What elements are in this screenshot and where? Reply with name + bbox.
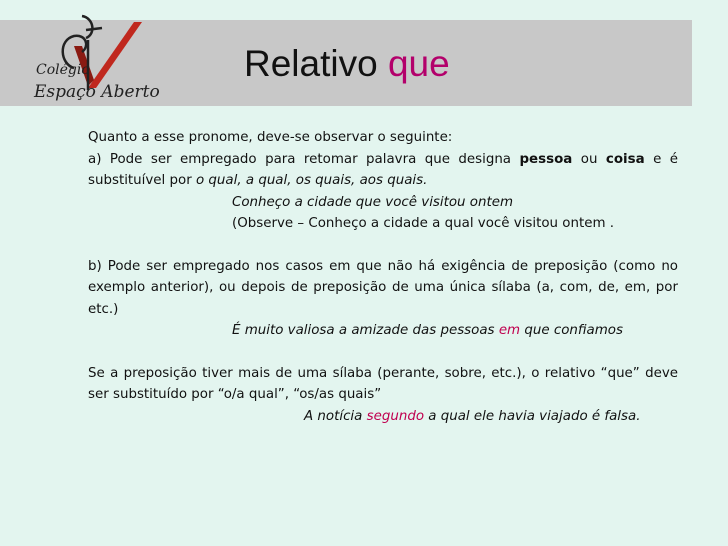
rule-b-example bbox=[88, 320, 678, 342]
rule-b-example-post: que confiamos bbox=[524, 323, 623, 338]
rule-c-example-post: a qual ele havia viajado é falsa. bbox=[428, 408, 641, 424]
rule-a-post: e é substituível por bbox=[88, 151, 679, 188]
rule-a bbox=[88, 149, 678, 192]
slide-title bbox=[244, 44, 450, 84]
rule-a-example: Conheço a cidade que você visitou ontem bbox=[232, 194, 514, 210]
title-accent-word: que bbox=[387, 43, 450, 84]
rule-a-observe: (Observe – Conheço a cidade a qual você visitou ontem . bbox=[232, 216, 615, 231]
rule-c-example bbox=[88, 406, 678, 428]
rule-b: b) Pode ser empregado nos casos em que não há exigência de preposição (como no exemplo anterior), ou depois de preposição de uma única sílaba (a, com, de, em, por etc.) bbox=[88, 258, 678, 317]
intro-line: Quanto a esse pronome, deve-se observar o seguinte: bbox=[88, 130, 453, 145]
logo-text-line1: Colégio bbox=[36, 62, 90, 78]
rule-b-example-pre: É muito valiosa a amizade das pessoas bbox=[232, 323, 495, 338]
school-logo bbox=[30, 10, 160, 110]
rule-a-italic: o qual, a qual, os quais, aos quais. bbox=[195, 173, 428, 188]
spacer bbox=[88, 342, 678, 363]
rule-a-ou: ou bbox=[580, 151, 598, 167]
rule-c-example-highlight: segundo bbox=[366, 408, 425, 424]
rule-c-example-pre: A notícia bbox=[304, 408, 363, 424]
rule-c: Se a preposição tiver mais de uma sílaba (perante, sobre, etc.), o relativo “que” deve ser substituído por “o/a qual”, “os/as quais” bbox=[88, 365, 678, 402]
title-word: Relativo bbox=[244, 43, 378, 84]
rule-b-example-highlight: em bbox=[498, 323, 521, 338]
logo-text-line2: Espaço Aberto bbox=[34, 82, 160, 102]
slide-body bbox=[88, 127, 678, 427]
rule-a-bold-coisa: coisa bbox=[605, 151, 645, 167]
spacer bbox=[88, 235, 678, 256]
rule-a-bold-pessoa: pessoa bbox=[519, 151, 573, 167]
rule-a-text: a) Pode ser empregado para retomar palavra que designa bbox=[88, 151, 512, 167]
